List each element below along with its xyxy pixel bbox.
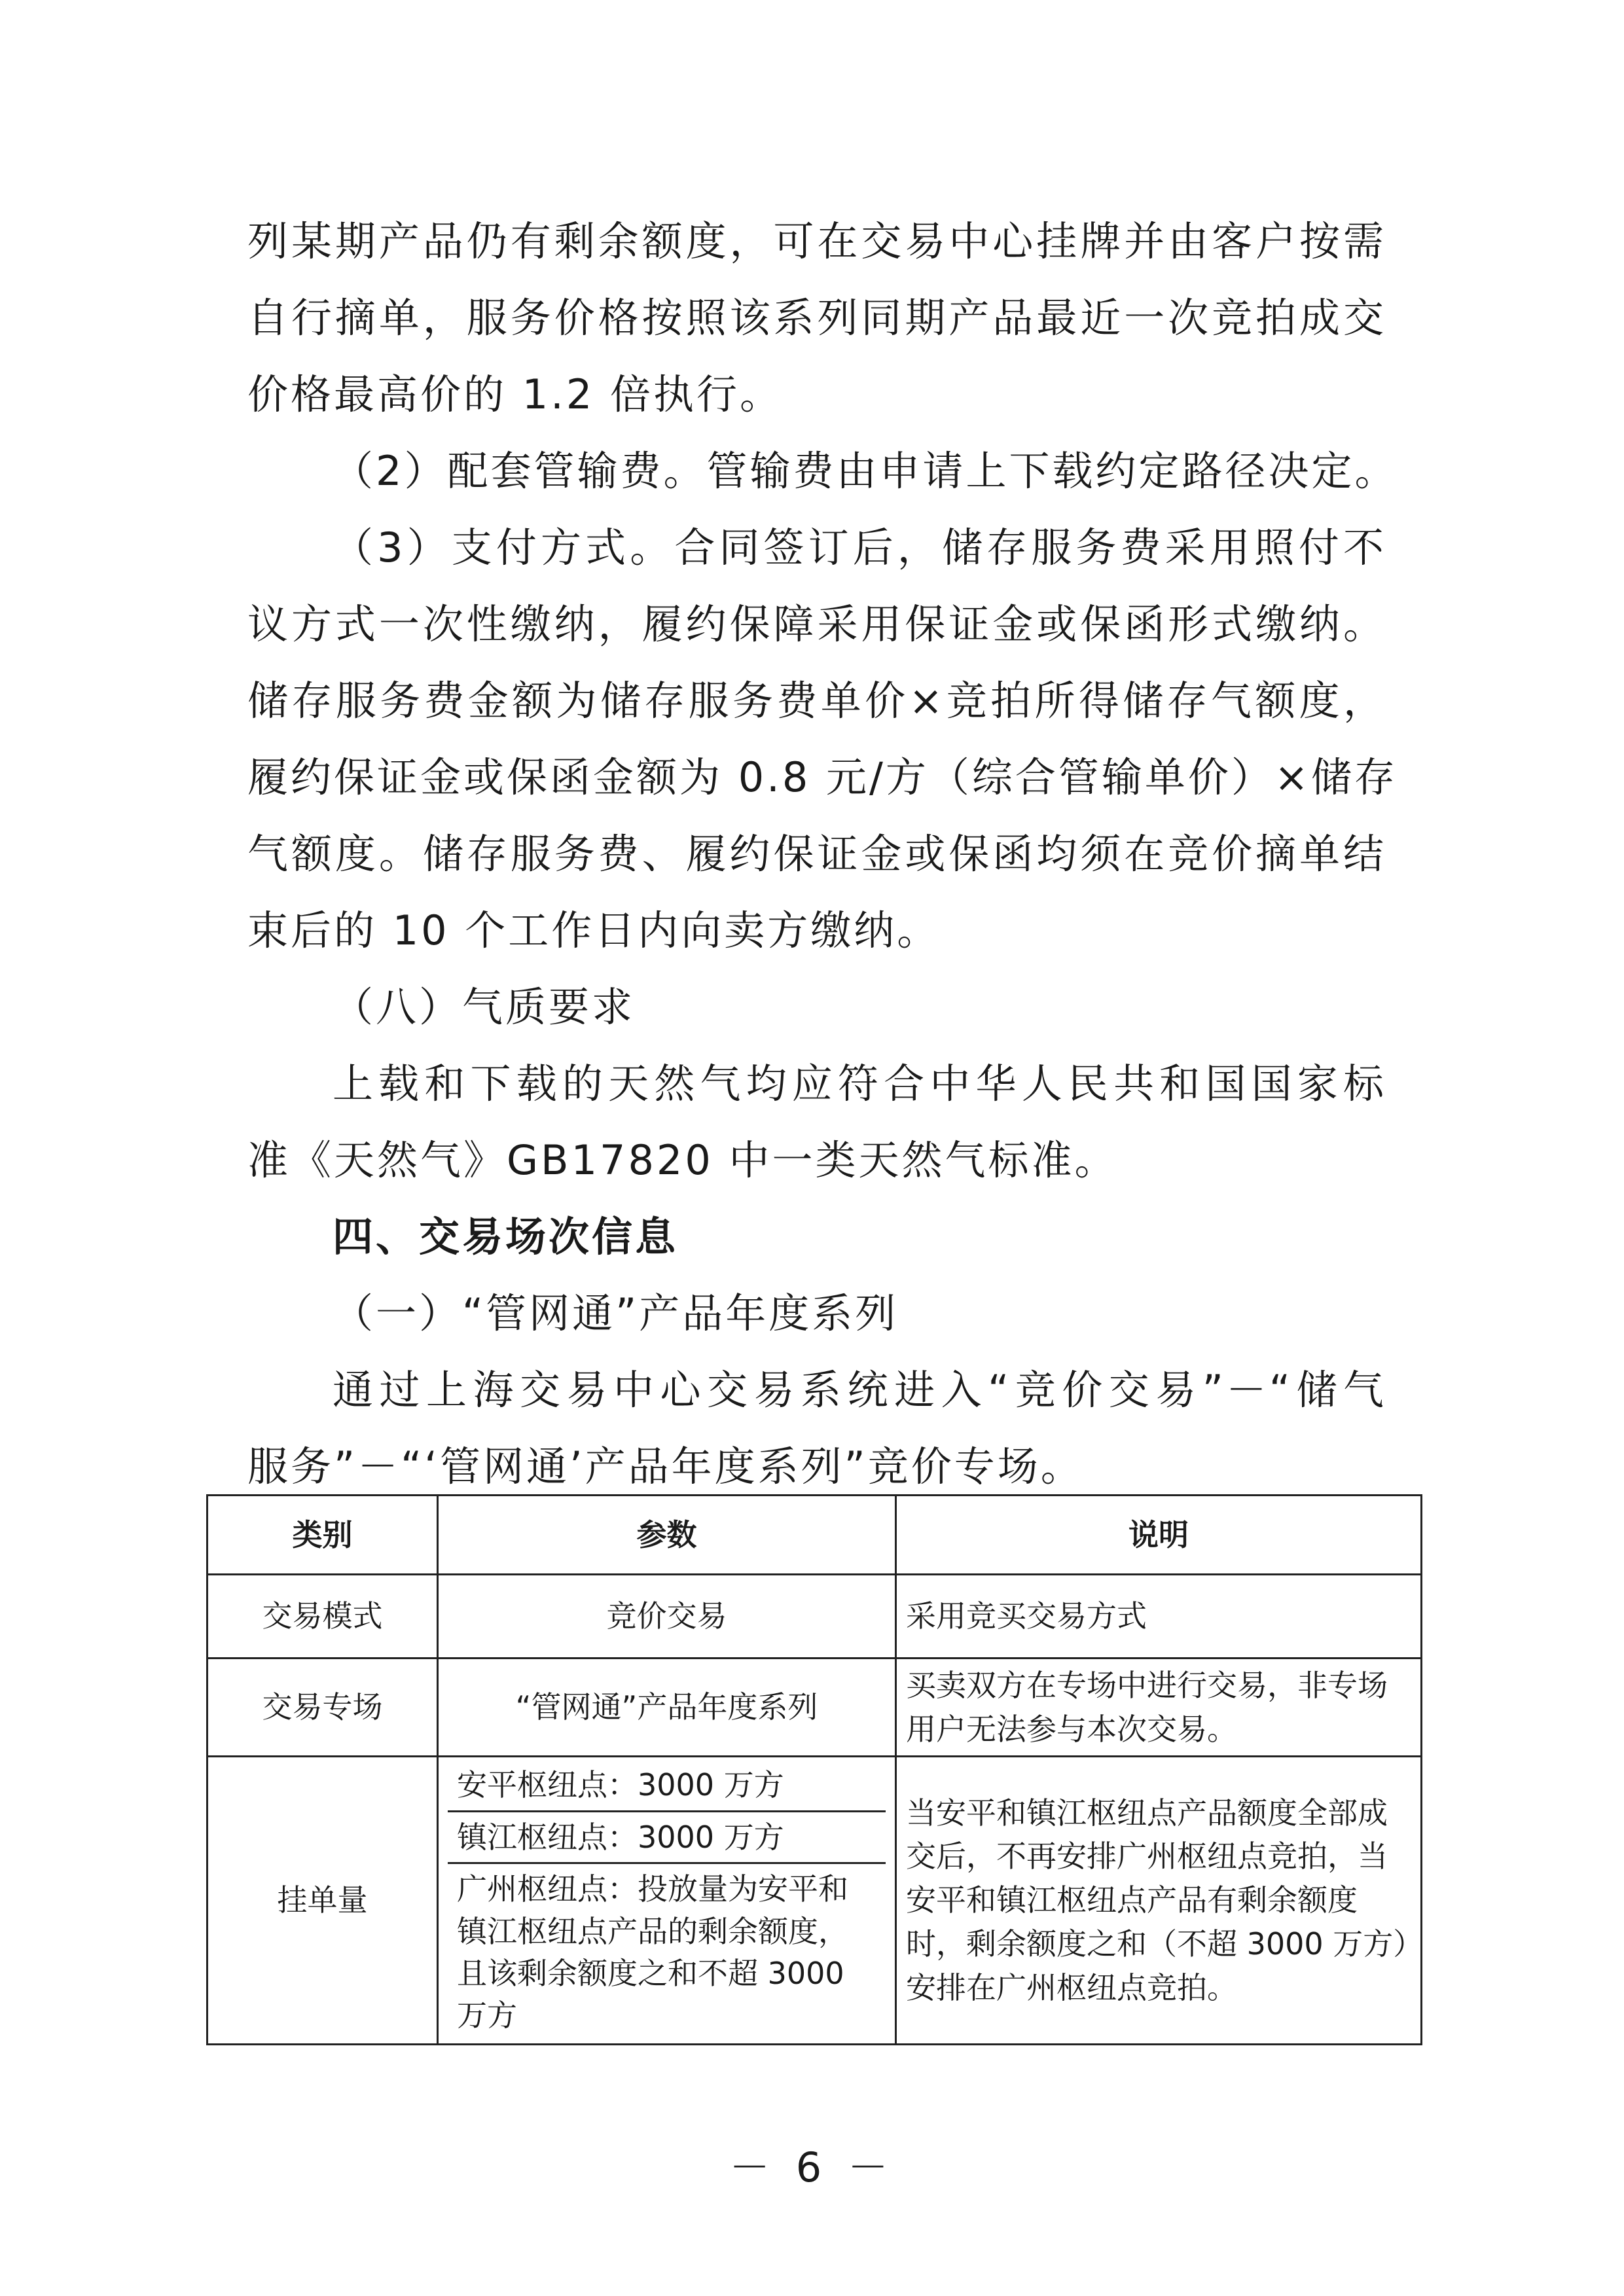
table-header-cell: 说明 bbox=[896, 1496, 1422, 1575]
section-heading: 四、交易场次信息 bbox=[333, 1213, 679, 1261]
subsection-heading: （一）“管网通”产品年度系列 bbox=[333, 1289, 899, 1337]
table-header-cell: 类别 bbox=[208, 1496, 438, 1575]
table-header-cell: 参数 bbox=[438, 1496, 896, 1575]
table-cell-note: 当安平和镇江枢纽点产品额度全部成交后，不再安排广州枢纽点竞拍，当安平和镇江枢纽点产品有剩余额度时，剩余额度之和（不超 3000 万方）安排在广州枢纽点竞拍。 bbox=[896, 1757, 1422, 2045]
table-cell-param-group bbox=[438, 1757, 896, 2045]
table-subcell-param: 广州枢纽点：投放量为安平和镇江枢纽点产品的剩余额度，且该剩余额度之和不超 3000 万方 bbox=[457, 1871, 848, 2034]
table-row bbox=[208, 1659, 1422, 1757]
table-cell-param: “管网通”产品年度系列 bbox=[438, 1659, 896, 1757]
table-cell-category: 交易专场 bbox=[208, 1659, 438, 1757]
paragraph-line: 储存服务费金额为储存服务费单价×竞拍所得储存气额度， bbox=[247, 677, 1386, 725]
table-cell-note: 买卖双方在专场中进行交易，非专场用户无法参与本次交易。 bbox=[896, 1659, 1422, 1757]
table-header-row bbox=[208, 1496, 1422, 1575]
table-row bbox=[208, 1757, 1422, 2045]
paragraph-line: 气额度。储存服务费、履约保证金或保函均须在竞价摘单结 bbox=[247, 830, 1386, 878]
table-cell-param: 竞价交易 bbox=[438, 1575, 896, 1659]
table-row bbox=[208, 1575, 1422, 1659]
paragraph-line: 履约保证金或保函金额为 0.8 元/方（综合管输单价）×储存 bbox=[247, 753, 1398, 801]
paragraph-line: （3）支付方式。合同签订后，储存服务费采用照付不 bbox=[333, 524, 1386, 571]
table-subcell-param: 安平枢纽点：3000 万方 bbox=[448, 1760, 886, 1812]
trading-parameters-table bbox=[206, 1494, 1422, 2045]
table-cell-category: 交易模式 bbox=[208, 1575, 438, 1659]
paragraph-line: 束后的 10 个工作日内向卖方缴纳。 bbox=[247, 906, 941, 954]
table-cell-category: 挂单量 bbox=[208, 1757, 438, 2045]
paragraph-line: 列某期产品仍有剩余额度，可在交易中心挂牌并由客户按需 bbox=[247, 217, 1386, 265]
section-heading: （八）气质要求 bbox=[333, 983, 636, 1031]
paragraph-line: 上载和下载的天然气均应符合中华人民共和国国家标 bbox=[333, 1060, 1386, 1107]
paragraph-line: 议方式一次性缴纳，履约保障采用保证金或保函形式缴纳。 bbox=[247, 600, 1386, 648]
table-cell-note: 采用竞买交易方式 bbox=[896, 1575, 1422, 1659]
paragraph-line: （2）配套管输费。管输费由申请上下载约定路径决定。 bbox=[333, 447, 1398, 495]
page-number: － 6 － bbox=[729, 2144, 895, 2191]
paragraph-line: 通过上海交易中心交易系统进入“竞价交易”－“储气 bbox=[333, 1366, 1386, 1414]
paragraph-line: 价格最高价的 1.2 倍执行。 bbox=[247, 370, 784, 418]
paragraph-line: 自行摘单，服务价格按照该系列同期产品最近一次竞拍成交 bbox=[247, 294, 1386, 342]
paragraph-line: 服务”－“‘管网通’产品年度系列”竞价专场。 bbox=[247, 1443, 1084, 1490]
paragraph-line: 准《天然气》GB17820 中一类天然气标准。 bbox=[247, 1136, 1118, 1184]
table-subcell-param: 镇江枢纽点：3000 万方 bbox=[448, 1812, 886, 1864]
